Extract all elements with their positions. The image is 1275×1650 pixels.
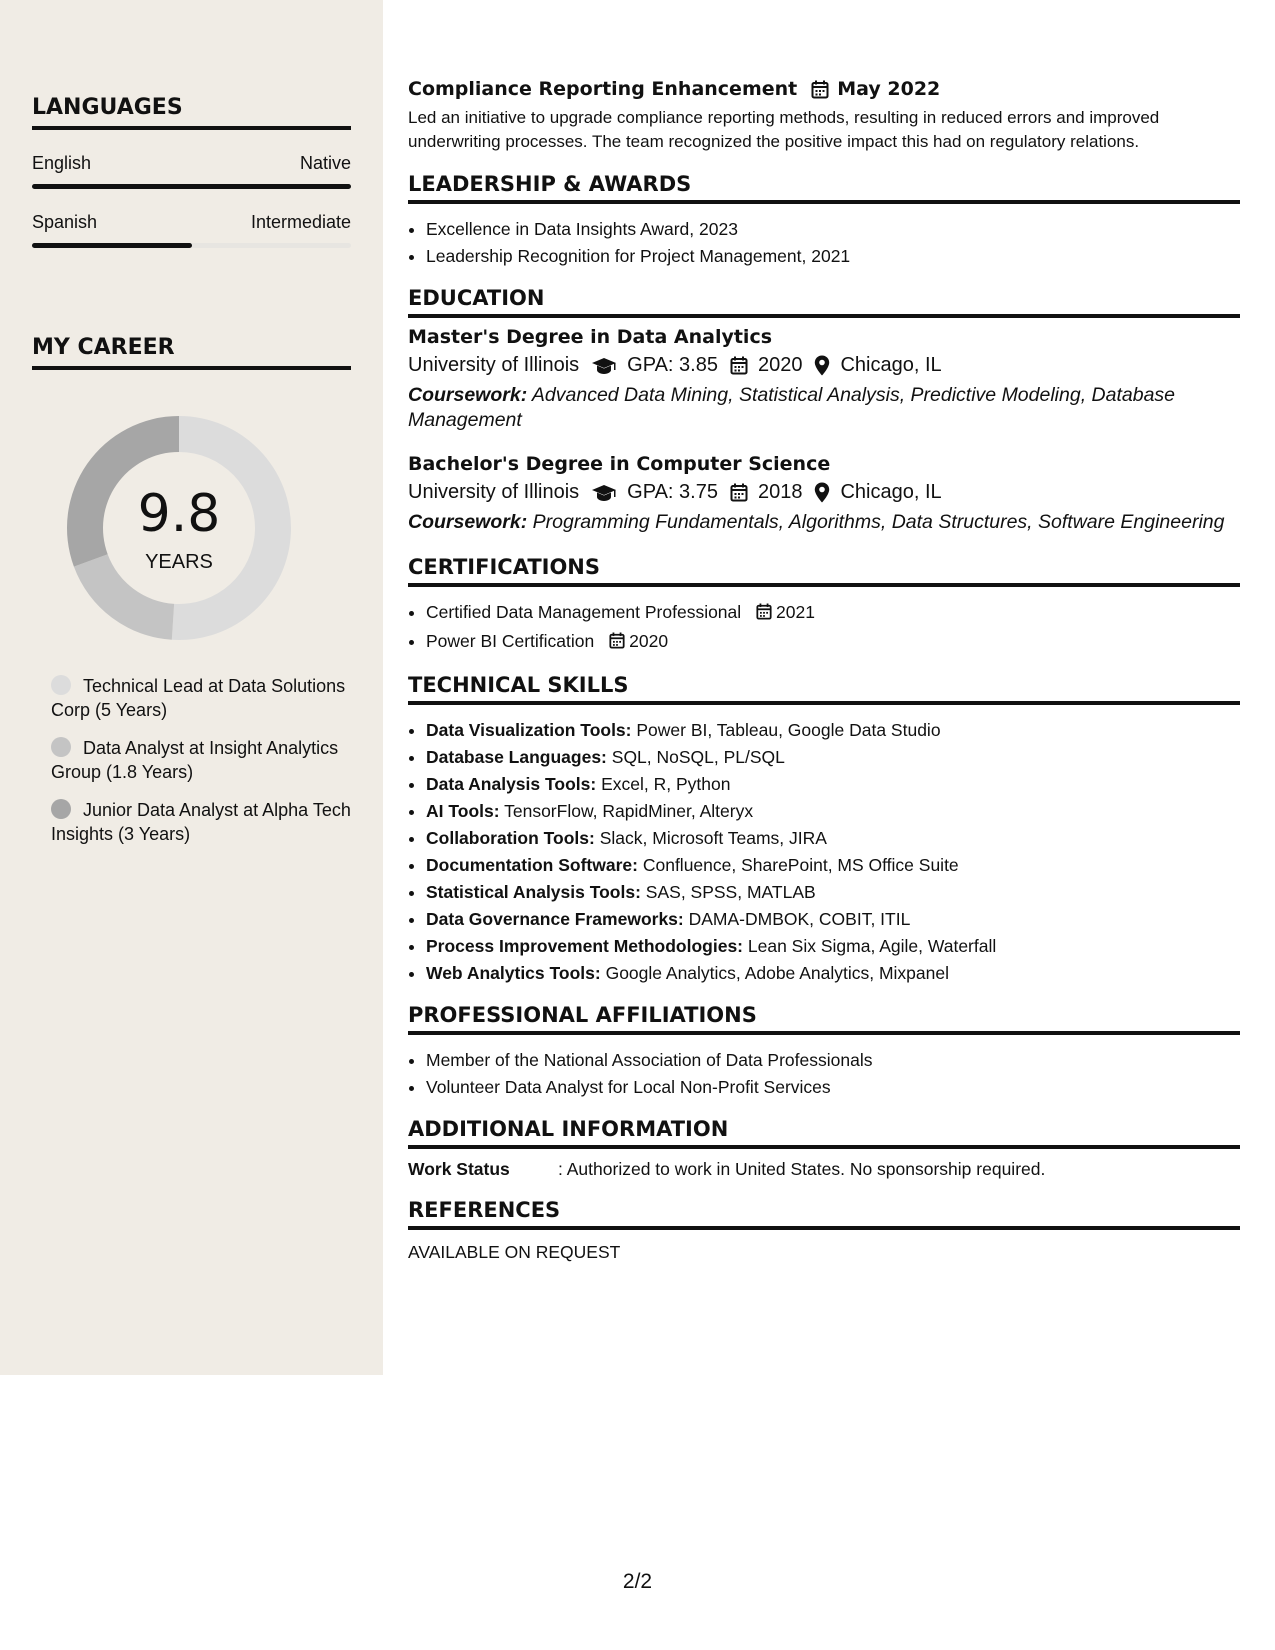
skill-category: Data Analysis Tools: [426,774,597,794]
skill-item [426,852,1240,879]
main-content [408,78,1240,1263]
skill-item [426,717,1240,744]
references-heading: REFERENCES [408,1198,1240,1230]
graduation-cap-icon [591,484,617,502]
skill-values: Excel, R, Python [601,774,731,794]
skills-section [408,673,1240,987]
skill-values: Google Analytics, Adobe Analytics, Mixpanel [605,963,949,983]
degree-location: Chicago, IL [840,354,942,376]
work-status-label: Work Status [408,1159,510,1179]
career-heading: MY CAREER [32,335,351,370]
language-proficiency-fill [32,243,192,248]
degree-coursework [408,383,1240,433]
calendar-icon [756,601,772,628]
certification-name: Power BI Certification [426,631,595,651]
location-pin-icon [814,355,830,376]
languages-section [32,95,351,248]
degree-gpa: GPA: 3.85 [627,354,718,376]
skill-item [426,744,1240,771]
additional-info-heading: ADDITIONAL INFORMATION [408,1117,1240,1149]
degree-gpa: GPA: 3.75 [627,481,718,503]
skill-category: Collaboration Tools: [426,828,595,848]
career-legend-item [51,798,351,846]
certification-item [426,599,1240,628]
coursework-text: Programming Fundamentals, Algorithms, Data Structures, Software Engineering [532,511,1225,533]
language-level: Native [299,153,351,173]
skill-category: Data Visualization Tools: [426,720,632,740]
degree-year: 2020 [757,354,803,376]
calendar-icon [811,80,829,99]
certification-item [426,628,1240,657]
skill-values: Lean Six Sigma, Agile, Waterfall [747,936,997,956]
project-section [408,78,1240,154]
career-donut-chart [66,415,292,641]
degree-title: Bachelor's Degree in Computer Science [408,453,831,475]
skill-item [426,771,1240,798]
career-legend-label: Data Analyst at Insight Analytics Group (1.8 Years) [51,738,339,782]
degree-school: University of Illinois [408,481,580,503]
career-legend-label: Technical Lead at Data Solutions Corp (5 Years) [51,676,346,720]
list-item: • Leadership Recognition for Project Management, 2021 [426,243,1240,270]
certification-year: 2021 [776,602,815,622]
skill-values: SQL, NoSQL, PL/SQL [611,747,785,767]
skill-values: Confluence, SharePoint, MS Office Suite [642,855,959,875]
skill-category: Data Governance Frameworks: [426,909,684,929]
degree-year: 2018 [757,481,803,503]
language-proficiency-bar [32,184,351,189]
certification-name: Certified Data Management Professional [426,602,742,622]
degree-school: University of Illinois [408,354,580,376]
page-number: 2/2 [622,1570,653,1593]
skill-item [426,933,1240,960]
list-item: • Volunteer Data Analyst for Local Non-Profit Services [426,1074,1240,1101]
certifications-heading: CERTIFICATIONS [408,555,1240,587]
language-item [32,212,351,248]
references-section [408,1198,1240,1263]
career-total-years: 9.8 [137,484,221,544]
skills-heading: TECHNICAL SKILLS [408,673,1240,705]
location-pin-icon [814,482,830,503]
degree-coursework [408,510,1240,535]
sidebar [0,0,383,1375]
skill-item [426,906,1240,933]
skill-item [426,825,1240,852]
skill-category: Process Improvement Methodologies: [426,936,744,956]
leadership-section [408,172,1240,270]
career-section [32,335,351,370]
skill-values: Slack, Microsoft Teams, JIRA [599,828,827,848]
calendar-icon [609,630,625,657]
education-heading: EDUCATION [408,286,1240,318]
coursework-label: Coursework: [408,384,528,406]
language-item [32,153,351,189]
career-legend-item [51,674,351,722]
education-section [408,286,1240,535]
legend-dot-icon [51,675,71,695]
leadership-heading: LEADERSHIP & AWARDS [408,172,1240,204]
language-proficiency-bar [32,243,351,248]
languages-heading: LANGUAGES [32,95,351,130]
degree-title: Master's Degree in Data Analytics [408,326,773,348]
skill-values: TensorFlow, RapidMiner, Alteryx [504,801,754,821]
career-total-unit: YEARS [145,551,213,573]
project-description: Led an initiative to upgrade compliance reporting methods, resulting in reduced errors and improved underwriting processes. The team recognized the positive impact this had on regulatory relations. [408,108,1160,151]
skill-item [426,960,1240,987]
legend-dot-icon [51,737,71,757]
project-title: Compliance Reporting Enhancement [408,78,798,100]
graduation-cap-icon [591,357,617,375]
degree-location: Chicago, IL [840,481,942,503]
affiliations-section [408,1003,1240,1101]
calendar-icon [730,356,748,375]
coursework-label: Coursework: [408,511,528,533]
work-status-value: : Authorized to work in United States. No sponsorship required. [558,1159,1046,1179]
career-legend-label: Junior Data Analyst at Alpha Tech Insights (3 Years) [51,800,351,844]
career-legend [51,674,351,860]
project-date: May 2022 [837,78,941,100]
affiliations-heading: PROFESSIONAL AFFILIATIONS [408,1003,1240,1035]
legend-dot-icon [51,799,71,819]
skill-values: DAMA-DMBOK, COBIT, ITIL [688,909,911,929]
skill-category: Database Languages: [426,747,607,767]
list-item: • Member of the National Association of Data Professionals [426,1047,1240,1074]
skill-category: Documentation Software: [426,855,638,875]
degree-item [408,453,1240,535]
skill-item [426,879,1240,906]
list-item: • Excellence in Data Insights Award, 2023 [426,216,1240,243]
language-proficiency-fill [32,184,351,189]
skill-category: AI Tools: [426,801,500,821]
skill-item [426,798,1240,825]
language-name: English [32,153,92,173]
language-name: Spanish [32,212,98,232]
references-text: AVAILABLE ON REQUEST [408,1242,621,1262]
calendar-icon [730,483,748,502]
skill-category: Web Analytics Tools: [426,963,601,983]
skill-values: SAS, SPSS, MATLAB [645,882,816,902]
certifications-section [408,555,1240,657]
skill-category: Statistical Analysis Tools: [426,882,641,902]
skill-values: Power BI, Tableau, Google Data Studio [636,720,941,740]
certification-year: 2020 [629,631,669,651]
coursework-text: Advanced Data Mining, Statistical Analysis, Predictive Modeling, Database Management [408,384,1176,431]
degree-item [408,326,1240,433]
additional-info-section [408,1117,1240,1180]
language-level: Intermediate [250,212,351,232]
career-legend-item [51,736,351,784]
